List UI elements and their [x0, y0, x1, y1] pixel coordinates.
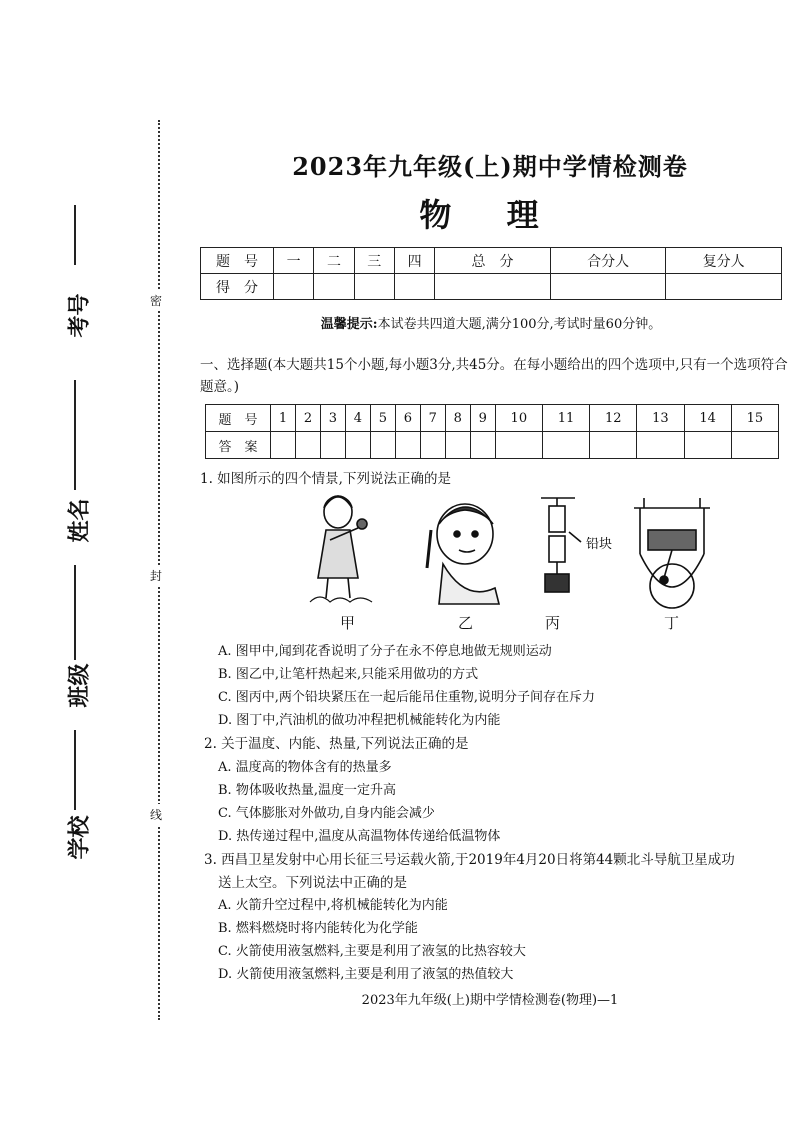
answer-cell: 4 — [345, 405, 370, 432]
answer-cell: 14 — [684, 405, 731, 432]
answer-input — [495, 432, 542, 459]
figure-jia-girl-flower — [310, 496, 372, 602]
score-table — [200, 247, 782, 300]
seal-xian: 线 — [150, 804, 162, 825]
figure-bing-lead-blocks — [541, 498, 581, 592]
figure-label-jia: 甲 — [340, 614, 356, 632]
exam-number-line — [74, 205, 76, 265]
answer-cell: 11 — [542, 405, 589, 432]
answer-cell: 2 — [295, 405, 320, 432]
q2-option-d: D. 热传递过程中,温度从高温物体传递给低温物体 — [218, 829, 501, 844]
figure-label-yi: 乙 — [458, 614, 474, 632]
answer-cell: 7 — [420, 405, 445, 432]
score-input — [274, 274, 314, 300]
score-input — [435, 274, 551, 300]
page-footer: 2023年九年级(上)期中学情检测卷(物理)—1 — [361, 993, 619, 1008]
section1-heading: 一、选择题(本大题共15个小题,每小题3分,共45分。在每小题给出的四个选项中,只有一个选项符合题意。) — [200, 357, 788, 395]
answer-cell: 8 — [445, 405, 470, 432]
answer-input — [590, 432, 637, 459]
answer-cell: 15 — [731, 405, 778, 432]
score-cell: 二 — [314, 248, 354, 274]
q1-option-d: D. 图丁中,汽油机的做功冲程把机械能转化为内能 — [218, 713, 501, 728]
seal-feng: 封 — [150, 565, 162, 586]
answer-input — [637, 432, 684, 459]
subject-title: 物 理 — [419, 196, 561, 234]
score-input — [394, 274, 434, 300]
question-3-stem-line2: 送上太空。下列说法中正确的是 — [218, 875, 407, 891]
q1-option-b: B. 图乙中,让笔杆热起来,只能采用做功的方式 — [218, 667, 479, 682]
q3-option-c: C. 火箭使用液氢燃料,主要是利用了液氢的比热容较大 — [218, 944, 526, 959]
score-input — [666, 274, 782, 300]
exam-number-label: 考号 — [66, 293, 93, 338]
exam-title: 2023年九年级(上)期中学情检测卷 — [292, 152, 688, 181]
question-2-stem: 2. 关于温度、内能、热量,下列说法正确的是 — [204, 736, 469, 752]
answer-input — [271, 432, 296, 459]
answer-cell: 12 — [590, 405, 637, 432]
class-line — [74, 565, 76, 660]
question-3-stem-line1: 3. 西昌卫星发射中心用长征三号运载火箭,于2019年4月20日将第44颗北斗导航卫星成功 — [204, 852, 735, 868]
seal-mi: 密 — [150, 290, 162, 311]
score-cell: 得 分 — [201, 274, 274, 300]
answer-table — [205, 404, 779, 459]
score-input — [550, 274, 666, 300]
q2-option-b: B. 物体吸收热量,温度一定升高 — [218, 783, 396, 798]
score-input — [354, 274, 394, 300]
score-cell: 合分人 — [550, 248, 666, 274]
answer-input — [370, 432, 395, 459]
figure-yi-boy-pen — [427, 504, 499, 604]
score-input — [314, 274, 354, 300]
answer-cell: 10 — [495, 405, 542, 432]
tip-label: 温馨提示: — [320, 317, 378, 332]
school-label: 学校 — [66, 815, 93, 860]
q2-option-c: C. 气体膨胀对外做功,自身内能会减少 — [218, 806, 435, 821]
answer-input — [470, 432, 495, 459]
answer-input — [420, 432, 445, 459]
answer-cell: 6 — [395, 405, 420, 432]
tip-text: 本试卷共四道大题,满分100分,考试时量60分钟。 — [377, 317, 662, 332]
answer-input — [445, 432, 470, 459]
q1-option-c: C. 图丙中,两个铅块紧压在一起后能吊住重物,说明分子间存在斥力 — [218, 690, 596, 705]
score-value-row — [201, 274, 782, 300]
answer-cell: 9 — [470, 405, 495, 432]
q3-option-d: D. 火箭使用液氢燃料,主要是利用了液氢的热值较大 — [218, 967, 514, 982]
answer-input — [320, 432, 345, 459]
lead-block-label: 铅块 — [586, 537, 613, 552]
answer-input — [295, 432, 320, 459]
answer-input — [395, 432, 420, 459]
score-cell: 一 — [274, 248, 314, 274]
question-1-figures — [300, 490, 720, 615]
name-line — [74, 380, 76, 490]
answer-cell: 题 号 — [206, 405, 271, 432]
q3-option-b: B. 燃料燃烧时将内能转化为化学能 — [218, 921, 418, 936]
class-label: 班级 — [66, 663, 93, 708]
q1-option-a: A. 图甲中,闻到花香说明了分子在永不停息地做无规则运动 — [218, 644, 552, 659]
answer-input — [542, 432, 589, 459]
answer-cell: 5 — [370, 405, 395, 432]
q3-option-a: A. 火箭升空过程中,将机械能转化为内能 — [218, 898, 448, 913]
score-cell: 四 — [394, 248, 434, 274]
figure-label-bing: 丙 — [545, 614, 561, 632]
answer-cell: 答 案 — [206, 432, 271, 459]
question-1-stem: 1. 如图所示的四个情景,下列说法正确的是 — [200, 471, 451, 487]
answer-input — [684, 432, 731, 459]
answer-input — [345, 432, 370, 459]
name-label: 姓名 — [66, 498, 93, 543]
figure-label-ding: 丁 — [664, 614, 680, 632]
answer-input — [731, 432, 778, 459]
answer-cell: 3 — [320, 405, 345, 432]
answer-cell: 1 — [271, 405, 296, 432]
score-cell: 复分人 — [666, 248, 782, 274]
exam-tip — [200, 313, 782, 332]
answer-number-row — [206, 405, 779, 432]
q2-option-a: A. 温度高的物体含有的热量多 — [218, 760, 392, 775]
score-cell: 总 分 — [435, 248, 551, 274]
answer-cell: 13 — [637, 405, 684, 432]
school-line — [74, 730, 76, 810]
score-cell: 题 号 — [201, 248, 274, 274]
score-cell: 三 — [354, 248, 394, 274]
score-header-row — [201, 248, 782, 274]
answer-value-row — [206, 432, 779, 459]
figure-ding-engine — [634, 498, 710, 608]
